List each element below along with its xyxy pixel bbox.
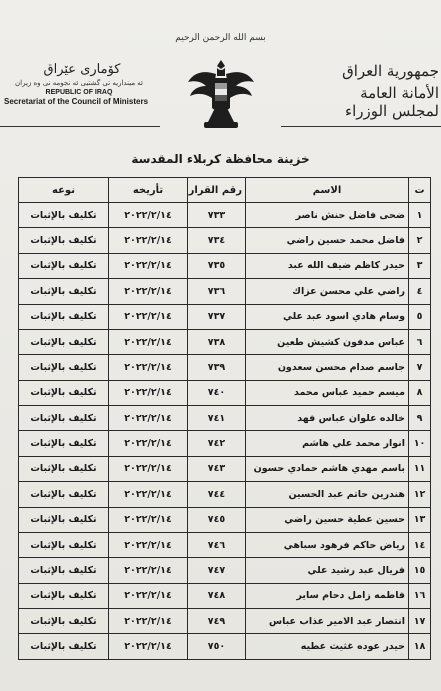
table-row — [19, 456, 431, 481]
header-rule-right — [281, 126, 441, 127]
cell-name: جاسم صدام محسن سعدون — [246, 355, 409, 380]
english-secretariat: Secretariat of the Council of Ministers — [4, 97, 149, 106]
cell-seq: ١٦ — [409, 583, 431, 608]
table-row — [19, 279, 431, 304]
english-country: REPUBLIC OF IRAQ — [45, 89, 113, 96]
cell-decision: ٧٤٠ — [188, 380, 246, 405]
cell-date: ٢٠٢٢/٢/١٤ — [109, 279, 188, 304]
table-row — [19, 431, 431, 456]
cell-decision: ٧٤١ — [188, 406, 246, 431]
cell-decision: ٧٤٣ — [188, 456, 246, 481]
cell-name: ميسم حميد عباس محمد — [246, 380, 409, 405]
cell-date: ٢٠٢٢/٢/١٤ — [109, 558, 188, 583]
cell-seq: ١٧ — [409, 609, 431, 634]
cell-seq: ٤ — [409, 279, 431, 304]
cell-decision: ٧٣٩ — [188, 355, 246, 380]
header-left-block — [4, 62, 154, 106]
table-row — [19, 583, 431, 608]
cell-type: تكليف بالإثبات — [19, 329, 109, 354]
cell-name: راضي علي محسن عزاك — [246, 279, 409, 304]
cell-decision: ٧٣٦ — [188, 279, 246, 304]
cell-type: تكليف بالإثبات — [19, 507, 109, 532]
table-row — [19, 329, 431, 354]
iraq-eagle-emblem-icon — [186, 56, 256, 136]
cell-decision: ٧٤٥ — [188, 507, 246, 532]
cell-date: ٢٠٢٢/٢/١٤ — [109, 406, 188, 431]
cell-name: ضحى فاضل حنش ناصر — [246, 203, 409, 228]
cell-date: ٢٠٢٢/٢/١٤ — [109, 532, 188, 557]
cell-decision: ٧٤٧ — [188, 558, 246, 583]
cell-date: ٢٠٢٢/٢/١٤ — [109, 583, 188, 608]
cell-seq: ٧ — [409, 355, 431, 380]
table-row — [19, 406, 431, 431]
cell-type: تكليف بالإثبات — [19, 634, 109, 660]
cell-decision: ٧٤٤ — [188, 482, 246, 507]
cell-decision: ٧٤٩ — [188, 609, 246, 634]
table-row — [19, 355, 431, 380]
cell-name: رياض حاكم فرهود سباهي — [246, 532, 409, 557]
cell-type: تكليف بالإثبات — [19, 456, 109, 481]
cell-name: فريال عبد رشيد علي — [246, 558, 409, 583]
cell-decision: ٧٣٣ — [188, 203, 246, 228]
cell-name: خالده علوان عباس فهد — [246, 406, 409, 431]
arabic-secretariat: الأمانة العامة لمجلس الوزراء — [345, 84, 439, 120]
cell-type: تكليف بالإثبات — [19, 482, 109, 507]
cell-decision: ٧٣٧ — [188, 304, 246, 329]
cell-date: ٢٠٢٢/٢/١٤ — [109, 228, 188, 253]
cell-type: تكليف بالإثبات — [19, 279, 109, 304]
cell-name: عباس مدفون كشيش طعين — [246, 329, 409, 354]
header-decision: رقم القرار — [188, 178, 246, 203]
cell-seq: ٢ — [409, 228, 431, 253]
cell-date: ٢٠٢٢/٢/١٤ — [109, 431, 188, 456]
cell-decision: ٧٣٥ — [188, 253, 246, 278]
cell-date: ٢٠٢٢/٢/١٤ — [109, 634, 188, 660]
cell-decision: ٧٤٨ — [188, 583, 246, 608]
cell-seq: ١٤ — [409, 532, 431, 557]
cell-type: تكليف بالإثبات — [19, 253, 109, 278]
cell-date: ٢٠٢٢/٢/١٤ — [109, 329, 188, 354]
cell-date: ٢٠٢٢/٢/١٤ — [109, 355, 188, 380]
cell-type: تكليف بالإثبات — [19, 609, 109, 634]
cell-seq: ٩ — [409, 406, 431, 431]
cell-decision: ٧٣٤ — [188, 228, 246, 253]
cell-name: انتصار عبد الامير عذاب عباس — [246, 609, 409, 634]
cell-date: ٢٠٢٢/٢/١٤ — [109, 203, 188, 228]
table-row — [19, 532, 431, 557]
cell-name: هندرين حاتم عبد الحسين — [246, 482, 409, 507]
cell-seq: ١٠ — [409, 431, 431, 456]
cell-name: باسم مهدي هاشم حمادي حسون — [246, 456, 409, 481]
kurdish-title: كۆماری عێراق — [43, 62, 121, 77]
cell-seq: ٣ — [409, 253, 431, 278]
cell-name: حسين عطية حسين راضي — [246, 507, 409, 532]
cell-seq: ١٨ — [409, 634, 431, 660]
arabic-country: جمهورية العراق — [342, 62, 439, 80]
cell-date: ٢٠٢٢/٢/١٤ — [109, 304, 188, 329]
table-row — [19, 507, 431, 532]
cell-date: ٢٠٢٢/٢/١٤ — [109, 253, 188, 278]
cell-decision: ٧٣٨ — [188, 329, 246, 354]
cell-type: تكليف بالإثبات — [19, 583, 109, 608]
cell-decision: ٧٤٦ — [188, 532, 246, 557]
header-seq: ت — [409, 178, 431, 203]
basmala: بسم الله الرحمن الرحيم — [175, 33, 266, 43]
table-row — [19, 558, 431, 583]
cell-name: حيدر كاظم ضيف الله عبد — [246, 253, 409, 278]
cell-seq: ٦ — [409, 329, 431, 354]
cell-name: فاضل محمد حسين راضي — [246, 228, 409, 253]
table-row — [19, 482, 431, 507]
table-row — [19, 228, 431, 253]
cell-type: تكليف بالإثبات — [19, 406, 109, 431]
cell-type: تكليف بالإثبات — [19, 355, 109, 380]
cell-seq: ١٣ — [409, 507, 431, 532]
cell-name: فاطمه زامل دحام ساير — [246, 583, 409, 608]
cell-date: ٢٠٢٢/٢/١٤ — [109, 456, 188, 481]
kurdish-subtitle: ئه مینداریه تی گشتیی ئه نجومه نی وه زیران — [15, 79, 143, 87]
header-rule-left — [0, 126, 160, 127]
names-table — [18, 177, 431, 660]
cell-type: تكليف بالإثبات — [19, 558, 109, 583]
cell-type: تكليف بالإثبات — [19, 532, 109, 557]
table-row — [19, 203, 431, 228]
header-date: تأريخه — [109, 178, 188, 203]
cell-name: انوار محمد علي هاشم — [246, 431, 409, 456]
header-right-block — [309, 62, 439, 120]
cell-seq: ١ — [409, 203, 431, 228]
cell-seq: ٥ — [409, 304, 431, 329]
cell-date: ٢٠٢٢/٢/١٤ — [109, 609, 188, 634]
cell-type: تكليف بالإثبات — [19, 228, 109, 253]
table-row — [19, 634, 431, 660]
cell-seq: ١٢ — [409, 482, 431, 507]
cell-type: تكليف بالإثبات — [19, 304, 109, 329]
document-title: خزينة محافظة كربلاء المقدسة — [131, 152, 310, 166]
header-type: نوعه — [19, 178, 109, 203]
table-row — [19, 380, 431, 405]
cell-type: تكليف بالإثبات — [19, 431, 109, 456]
cell-name: حيدر عوده غثيث عطيه — [246, 634, 409, 660]
cell-seq: ١٥ — [409, 558, 431, 583]
cell-decision: ٧٤٢ — [188, 431, 246, 456]
cell-name: وسام هادي اسود عبد علي — [246, 304, 409, 329]
table-header-row — [19, 178, 431, 203]
cell-date: ٢٠٢٢/٢/١٤ — [109, 482, 188, 507]
cell-decision: ٧٥٠ — [188, 634, 246, 660]
table-row — [19, 253, 431, 278]
cell-date: ٢٠٢٢/٢/١٤ — [109, 380, 188, 405]
cell-type: تكليف بالإثبات — [19, 380, 109, 405]
cell-date: ٢٠٢٢/٢/١٤ — [109, 507, 188, 532]
cell-seq: ١١ — [409, 456, 431, 481]
table-row — [19, 304, 431, 329]
cell-type: تكليف بالإثبات — [19, 203, 109, 228]
table-row — [19, 609, 431, 634]
cell-seq: ٨ — [409, 380, 431, 405]
header-name: الاسم — [246, 178, 409, 203]
